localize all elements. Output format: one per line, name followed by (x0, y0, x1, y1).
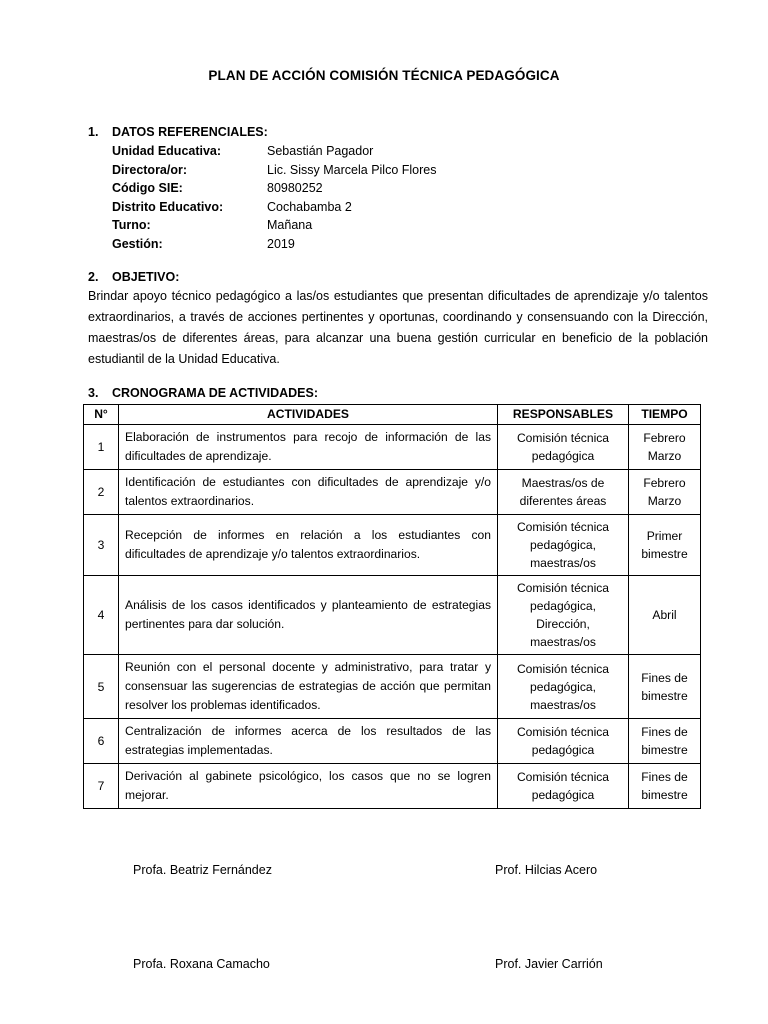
table-header-row (84, 405, 701, 425)
field-value: Mañana (267, 218, 313, 232)
column-header-responsables: RESPONSABLES (498, 405, 629, 425)
cell-responsables: Comisión técnica pedagógica, maestras/os (498, 515, 629, 576)
cell-numero: 4 (84, 576, 119, 655)
section-number: 1. (88, 125, 99, 139)
table-row (84, 515, 701, 576)
signature-name-right: Prof. Javier Carrión (495, 957, 603, 971)
field-label: Distrito Educativo: (112, 199, 224, 214)
objetivo-paragraph: Brindar apoyo técnico pedagógico a las/os estudiantes que presentan dificultades de aprendizaje y/o talentos extraordinarios, a través de acciones pertinentes y oportunas, coordinando y consensuando con la Dirección, maestras/os de diferentes áreas, para alcanzar una buena gestión curricular en beneficio de la población estudiantil de la Unidad Educativa. (88, 289, 708, 366)
section-objetivo (0, 270, 768, 370)
column-header-numero: N° (84, 405, 119, 425)
signature-name-right: Prof. Hilcias Acero (495, 863, 598, 877)
field-label: Gestión: (112, 236, 163, 251)
section-title: CRONOGRAMA DE ACTIVIDADES: (112, 386, 319, 400)
section-heading-datos-referenciales (0, 125, 768, 139)
section-number: 3. (88, 386, 99, 400)
cell-responsables: Comisión técnica pedagógica (498, 719, 629, 764)
cell-responsables: Comisión técnica pedagógica (498, 425, 629, 470)
field-label: Código SIE: (112, 181, 183, 195)
cell-responsables: Comisión técnica pedagógica (498, 764, 629, 809)
cell-responsables: Comisión técnica pedagógica, maestras/os (498, 655, 629, 719)
field-value: Cochabamba 2 (267, 199, 352, 214)
section-heading-objetivo (0, 270, 768, 284)
cell-tiempo: Fines de bimestre (629, 764, 701, 809)
table-row (84, 425, 701, 470)
cell-tiempo: Febrero Marzo (629, 425, 701, 470)
page-title: PLAN DE ACCIÓN COMISIÓN TÉCNICA PEDAGÓGICA (208, 68, 560, 83)
section-datos-referenciales (0, 125, 768, 253)
column-header-tiempo: TIEMPO (629, 405, 701, 425)
table-row (84, 764, 701, 809)
table-row (84, 655, 701, 719)
cronograma-table (83, 404, 701, 809)
datos-referenciales-list (0, 142, 768, 253)
signature-row (133, 957, 768, 971)
cell-responsables: Maestras/os de diferentes áreas (498, 470, 629, 515)
list-item (112, 179, 768, 198)
cell-responsables: Comisión técnica pedagógica, Dirección, maestras/os (498, 576, 629, 655)
cell-numero: 2 (84, 470, 119, 515)
signature-name-left: Profa. Beatriz Fernández (133, 863, 272, 877)
section-title: DATOS REFERENCIALES: (112, 125, 268, 139)
signature-row (133, 863, 768, 877)
cell-actividad: Elaboración de instrumentos para recojo de información de las dificultades de aprendizaje. (119, 425, 498, 470)
column-header-actividades: ACTIVIDADES (119, 405, 498, 425)
section-heading-cronograma (0, 386, 768, 400)
cell-tiempo: Abril (629, 576, 701, 655)
list-item (112, 161, 768, 180)
list-item (112, 216, 768, 235)
table-row (84, 576, 701, 655)
list-item (112, 142, 768, 161)
cell-tiempo: Fines de bimestre (629, 655, 701, 719)
cell-tiempo: Primer bimestre (629, 515, 701, 576)
cell-numero: 7 (84, 764, 119, 809)
cell-actividad: Identificación de estudiantes con dificultades de aprendizaje y/o talentos extraordinarios. (119, 470, 498, 515)
cell-numero: 6 (84, 719, 119, 764)
cell-tiempo: Fines de bimestre (629, 719, 701, 764)
section-title: OBJETIVO: (112, 270, 180, 284)
table-row (84, 719, 701, 764)
cell-actividad: Análisis de los casos identificados y planteamiento de estrategias pertinentes para dar solución. (119, 576, 498, 655)
table-row (84, 470, 701, 515)
field-value: Lic. Sissy Marcela Pilco Flores (267, 162, 437, 177)
cell-numero: 1 (84, 425, 119, 470)
signature-name-left: Profa. Roxana Camacho (133, 957, 270, 971)
field-label: Unidad Educativa: (112, 144, 222, 158)
field-value: 80980252 (267, 181, 323, 195)
field-label: Turno: (112, 218, 151, 232)
cell-numero: 5 (84, 655, 119, 719)
list-item (112, 198, 768, 217)
field-label: Directora/or: (112, 162, 188, 177)
cell-tiempo: Febrero Marzo (629, 470, 701, 515)
cell-actividad: Derivación al gabinete psicológico, los casos que no se logren mejorar. (119, 764, 498, 809)
section-cronograma (0, 386, 768, 809)
field-value: 2019 (267, 236, 295, 251)
field-value: Sebastián Pagador (267, 144, 374, 158)
section-number: 2. (88, 270, 99, 284)
list-item (112, 235, 768, 254)
signature-block (0, 863, 768, 971)
cell-actividad: Centralización de informes acerca de los resultados de las estrategias implementadas. (119, 719, 498, 764)
cell-actividad: Reunión con el personal docente y administrativo, para tratar y consensuar las sugerencias de estrategias de acción que permitan resolver los problemas identificados. (119, 655, 498, 719)
cell-actividad: Recepción de informes en relación a los estudiantes con dificultades de aprendizaje y/o talentos extraordinarios. (119, 515, 498, 576)
cell-numero: 3 (84, 515, 119, 576)
